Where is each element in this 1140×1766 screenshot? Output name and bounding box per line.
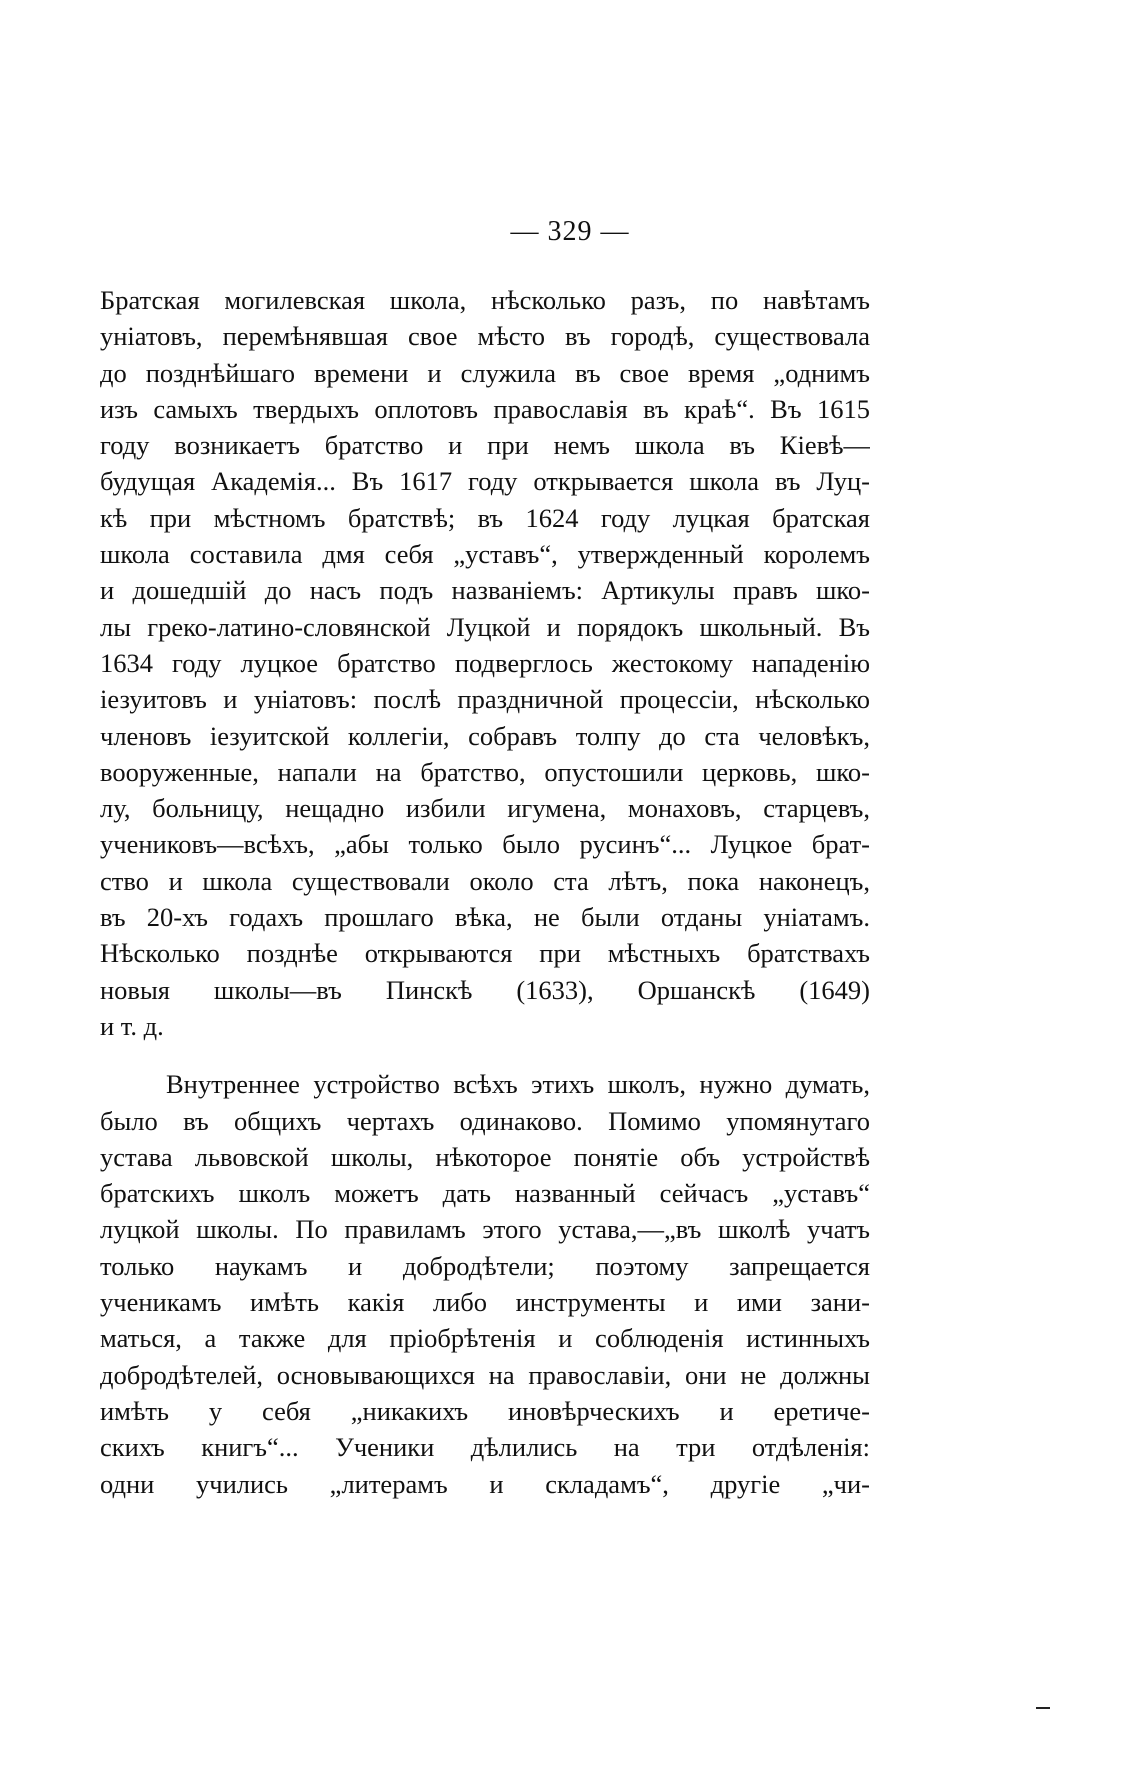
text-line: школа составила дмя себя „уставъ“, утвержденный королемъ xyxy=(100,539,870,570)
text-line: вооруженные, напали на братство, опустошили церковь, шко- xyxy=(100,756,870,787)
text-line: было въ общихъ чертахъ одинаково. Помимо упомянутаго xyxy=(100,1105,870,1136)
text-line: братскихъ школъ можетъ дать названный сейчасъ „уставъ“ xyxy=(100,1178,870,1209)
paragraph-2 xyxy=(100,1066,870,1502)
text-line: лу, больницу, нещадно избили игумена, монаховъ, старцевъ, xyxy=(100,793,870,824)
text-line: маться, а также для пріобрѣтенія и соблюденія истинныхъ xyxy=(100,1323,870,1354)
text-line: изъ самыхъ твердыхъ оплотовъ православія въ краѣ“. Въ 1615 xyxy=(100,393,870,424)
text-line: лы греко-латино-словянской Луцкой и порядокъ школьный. Въ xyxy=(100,611,870,642)
text-line: будущая Академія... Въ 1617 году открывается школа въ Луц- xyxy=(100,466,870,497)
text-line: и т. д. xyxy=(100,1010,164,1041)
text-line: въ 20-хъ годахъ прошлаго вѣка, не были отданы уніатамъ. xyxy=(100,902,870,933)
text-line: уніатовъ, перемѣнявшая свое мѣсто въ городѣ, существовала xyxy=(100,321,870,352)
text-line: году возникаетъ братство и при немъ школа въ Кіевѣ— xyxy=(100,430,870,461)
text-line: Братская могилевская школа, нѣсколько разъ, по навѣтамъ xyxy=(100,285,870,315)
paragraph-gap xyxy=(100,1044,870,1066)
text-line: членовъ іезуитской коллегіи, собравъ толпу до ста человѣкъ, xyxy=(100,720,870,751)
text-line: ученикамъ имѣть какія либо инструменты и ими зани- xyxy=(100,1287,870,1318)
text-line: одни учились „литерамъ и складамъ“, другіе „чи- xyxy=(100,1468,870,1499)
text-line: имѣть у себя „никакихъ иновѣрческихъ и еретиче- xyxy=(100,1395,870,1426)
text-line: 1634 году луцкое братство подверглось жестокому нападенію xyxy=(100,647,870,678)
text-line: скихъ книгъ“... Ученики дѣлились на три отдѣленія: xyxy=(100,1432,870,1463)
text-line: кѣ при мѣстномъ братствѣ; въ 1624 году луцкая братская xyxy=(100,502,870,533)
text-line: луцкой школы. По правиламъ этого устава,—„въ школѣ учатъ xyxy=(100,1214,870,1245)
text-line: Внутреннее устройство всѣхъ этихъ школъ, нужно думать, xyxy=(166,1069,870,1100)
body-text xyxy=(100,282,870,1502)
text-line: добродѣтелей, основывающихся на православіи, они не должны xyxy=(100,1359,870,1390)
text-line: и дошедшій до насъ подъ названіемъ: Артикулы правъ шко- xyxy=(100,575,870,606)
text-line: устава львовской школы, нѣкоторое понятіе объ устройствѣ xyxy=(100,1141,870,1172)
text-line: іезуитовъ и уніатовъ: послѣ праздничной процессіи, нѣсколько xyxy=(100,684,870,715)
text-line: Нѣсколько позднѣе открываются при мѣстныхъ братствахъ xyxy=(100,938,870,969)
text-line: до позднѣйшаго времени и служила въ свое время „однимъ xyxy=(100,357,870,388)
text-line: новыя школы—въ Пинскѣ (1633), Оршанскѣ (1649) xyxy=(100,974,870,1005)
paragraph-1 xyxy=(100,282,870,1044)
margin-mark xyxy=(1036,1707,1050,1709)
page-number: — 329 — xyxy=(510,216,630,247)
text-line: только наукамъ и добродѣтели; поэтому запрещается xyxy=(100,1250,870,1281)
text-line: ство и школа существовали около ста лѣтъ, пока наконецъ, xyxy=(100,865,870,896)
text-line: учениковъ—всѣхъ, „абы только было русинъ“... Луцкое брат- xyxy=(100,829,870,860)
